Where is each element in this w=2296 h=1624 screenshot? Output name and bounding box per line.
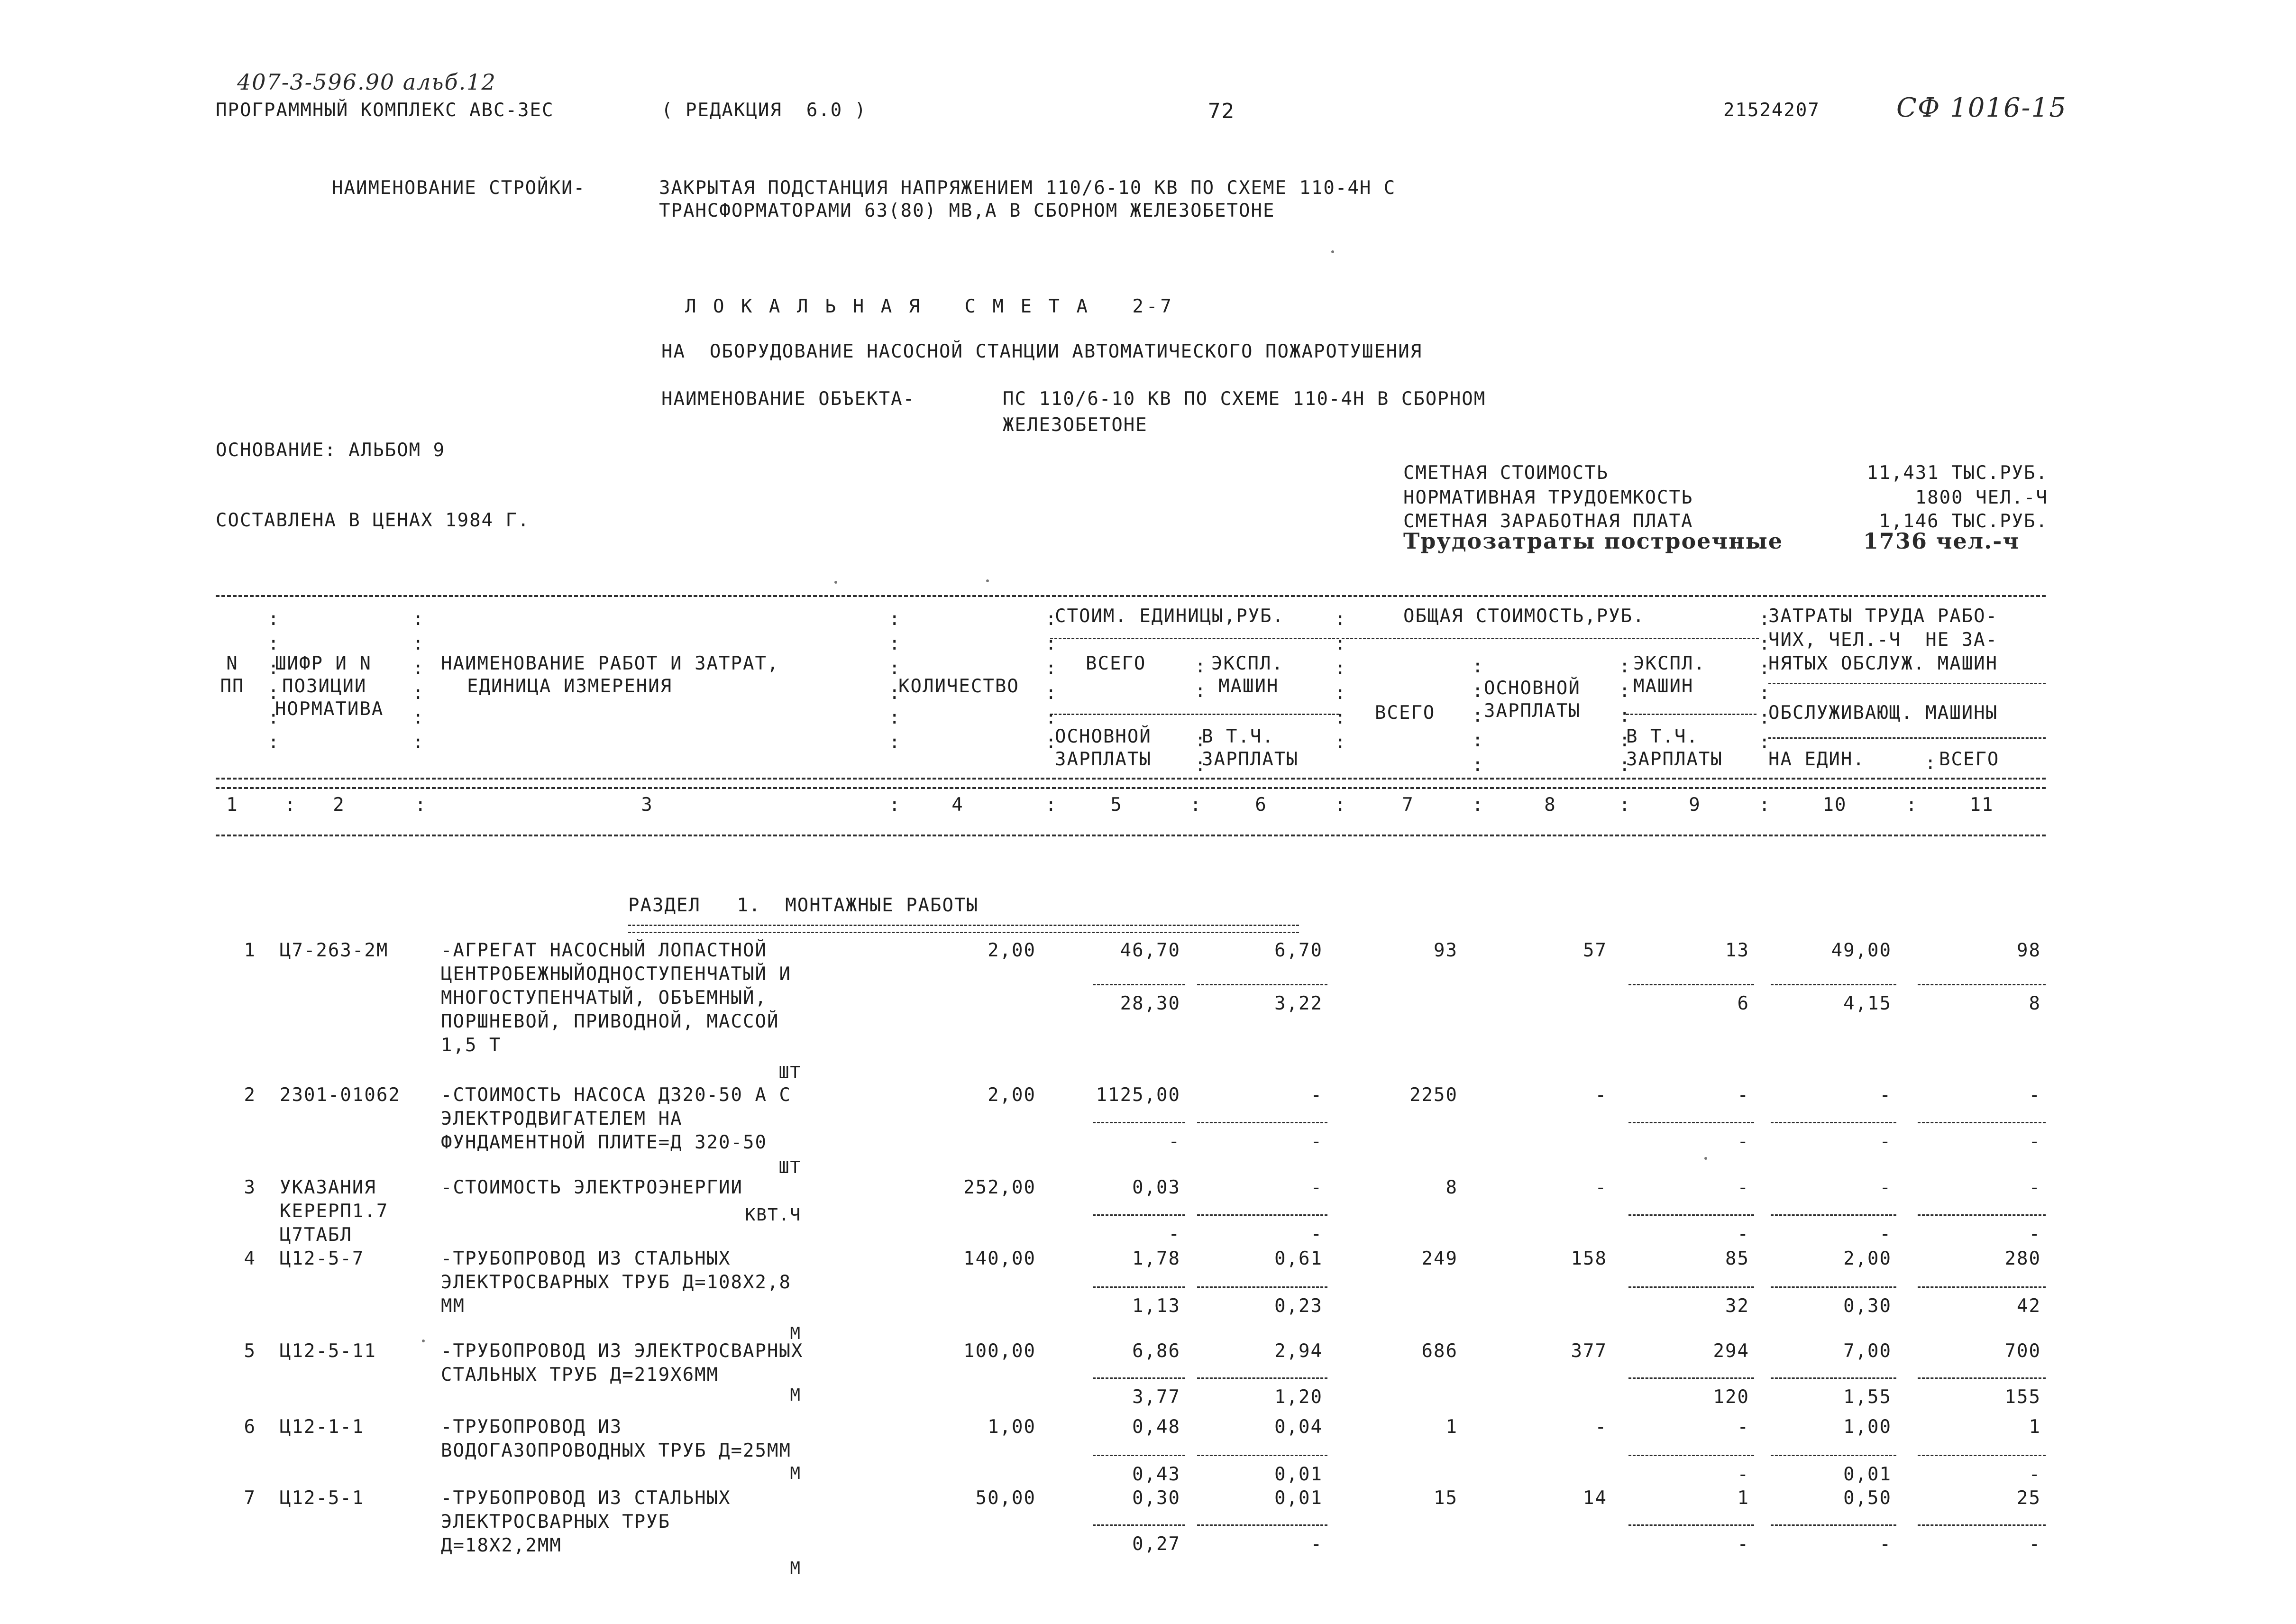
row-value-c5b: - <box>1168 1223 1180 1245</box>
row-value-c7: 1 <box>1445 1416 1458 1438</box>
column-number: 10 <box>1822 794 1847 816</box>
row-value-c6b: - <box>1310 1131 1323 1152</box>
row-value-c9b: 120 <box>1713 1386 1749 1408</box>
row-value-qty: 2,00 <box>988 1084 1036 1106</box>
row-number: 4 <box>244 1248 256 1269</box>
separator: : <box>1759 794 1771 816</box>
column-numbers-top-rule <box>216 787 2046 789</box>
row-value-c6b: 0,23 <box>1274 1295 1323 1317</box>
row-value-c10b: - <box>1879 1131 1892 1152</box>
column-number: 9 <box>1689 794 1701 816</box>
row-subrule <box>1093 1286 1185 1288</box>
row-value-c10b: 0,01 <box>1843 1464 1892 1485</box>
row-name: 1,5 Т <box>441 1035 502 1056</box>
header-total-all: ВСЕГО <box>1375 702 1436 724</box>
row-value-c5b: 3,77 <box>1132 1386 1180 1408</box>
doc-code: 407-3-596.90 альб.12 <box>237 69 496 95</box>
header-code: ПОЗИЦИИ <box>282 676 367 697</box>
project-line-2: ТРАНСФОРМАТОРАМИ 63(80) МВ,А В СБОРНОМ ЖЕЛЕЗОБЕТОНЕ <box>659 200 1275 221</box>
row-value-c6b: 3,22 <box>1274 993 1323 1014</box>
basis-text: ОСНОВАНИЕ: АЛЬБОМ 9 <box>216 440 446 461</box>
row-unit: КВТ.Ч <box>745 1205 801 1225</box>
row-subrule <box>1918 1286 2046 1288</box>
header-labor-service: ОБСЛУЖИВАЮЩ. МАШИНЫ <box>1768 702 1998 724</box>
scan-speck <box>1704 1157 1707 1160</box>
row-value-c11b: - <box>2029 1533 2041 1555</box>
row-value-qty: 50,00 <box>975 1487 1036 1509</box>
row-value-c8: 158 <box>1571 1248 1607 1269</box>
row-value-c11b: 42 <box>2017 1295 2041 1317</box>
header-total-mach: ЭКСПЛ. <box>1633 653 1706 674</box>
row-subrule <box>1197 1122 1327 1123</box>
row-subrule <box>1918 1214 2046 1216</box>
row-value-c5: 6,86 <box>1132 1340 1180 1362</box>
project-label: НАИМЕНОВАНИЕ СТРОЙКИ- <box>332 177 586 199</box>
column-numbers-bottom-rule <box>216 835 2046 836</box>
row-value-c6b: 1,20 <box>1274 1386 1323 1408</box>
header-labor-total: ВСЕГО <box>1939 749 2000 770</box>
summary-label: СМЕТНАЯ СТОИМОСТЬ <box>1403 462 1609 484</box>
row-value-qty: 140,00 <box>963 1248 1036 1269</box>
row-name: ВОДОГАЗОПРОВОДНЫХ ТРУБ Д=25ММ <box>441 1440 791 1461</box>
column-number: 8 <box>1544 794 1556 816</box>
row-value-c11b: 155 <box>2004 1386 2041 1408</box>
row-name: -ТРУБОПРОВОД ИЗ ЭЛЕКТРОСВАРНЫХ <box>441 1340 804 1362</box>
object-line-1: ПС 110/6-10 КВ ПО СХЕМЕ 110-4Н В СБОРНОМ <box>1003 388 1486 410</box>
row-subrule <box>1093 1377 1185 1379</box>
separator: : <box>1906 794 1918 816</box>
row-subrule <box>1628 984 1754 985</box>
row-value-c6: 0,01 <box>1274 1487 1323 1509</box>
row-subrule <box>1918 1455 2046 1456</box>
separator: : : : : <box>1195 656 1206 776</box>
prices-text: СОСТАВЛЕНА В ЦЕНАХ 1984 Г. <box>216 510 530 531</box>
row-subrule <box>1771 1122 1896 1123</box>
row-value-c5b: 28,30 <box>1120 993 1180 1014</box>
row-value-c10: 2,00 <box>1843 1248 1892 1269</box>
row-code: Ц12-5-11 <box>280 1340 376 1362</box>
row-unit: М <box>790 1385 801 1405</box>
header-unit-incl-wage: В Т.Ч. <box>1202 726 1274 747</box>
column-number: 3 <box>641 794 653 816</box>
row-subrule <box>1628 1524 1754 1526</box>
header-name: ЕДИНИЦА ИЗМЕРЕНИЯ <box>467 676 673 697</box>
header-unit-total: ВСЕГО <box>1086 653 1146 674</box>
row-subrule <box>1771 1286 1896 1288</box>
row-code: КЕРЕРП1.7 <box>280 1201 389 1222</box>
row-value-c10: 0,50 <box>1843 1487 1892 1509</box>
row-value-c6: - <box>1310 1177 1323 1198</box>
row-value-c9b: - <box>1737 1464 1749 1485</box>
row-name: ФУНДАМЕНТНОЙ ПЛИТЕ=Д 320-50 <box>441 1132 767 1153</box>
header-name: НАИМЕНОВАНИЕ РАБОТ И ЗАТРАТ, <box>441 653 779 674</box>
column-number: 2 <box>333 794 345 816</box>
row-value-c9b: - <box>1737 1533 1749 1555</box>
row-number: 7 <box>244 1487 256 1509</box>
row-code: Ц12-5-7 <box>280 1248 365 1269</box>
header-subrule <box>1050 638 1339 639</box>
row-value-c6b: - <box>1310 1223 1323 1245</box>
header-subrule <box>1626 714 1756 715</box>
row-value-c11: 700 <box>2004 1340 2041 1362</box>
row-name: -ТРУБОПРОВОД ИЗ <box>441 1416 622 1438</box>
header-labor-per-unit: НА ЕДИН. <box>1768 749 1865 770</box>
row-subrule <box>1771 1524 1896 1526</box>
header-labor: ЗАТРАТЫ ТРУДА РАБО- <box>1768 606 1998 627</box>
row-value-c5: 46,70 <box>1120 940 1180 961</box>
scan-speck <box>1331 250 1334 253</box>
row-value-c6: 0,04 <box>1274 1416 1323 1438</box>
header-num: ПП <box>220 676 245 697</box>
row-value-c5b: - <box>1168 1131 1180 1152</box>
row-subrule <box>1918 1524 2046 1526</box>
serial-number: 21524207 <box>1723 100 1820 121</box>
row-value-c7: 15 <box>1434 1487 1458 1509</box>
row-code: Ц7ТАБЛ <box>280 1224 352 1246</box>
row-value-c5: 0,03 <box>1132 1177 1180 1198</box>
row-subrule <box>1628 1455 1754 1456</box>
row-value-c11b: - <box>2029 1223 2041 1245</box>
row-value-c8: 14 <box>1583 1487 1607 1509</box>
row-value-c11: 25 <box>2017 1487 2041 1509</box>
object-line-2: ЖЕЛЕЗОБЕТОНЕ <box>1003 414 1148 436</box>
summary-label-handwritten: Трудозатраты построечные <box>1403 528 1784 554</box>
row-value-c6b: - <box>1310 1533 1323 1555</box>
row-name: ПОРШНЕВОЙ, ПРИВОДНОЙ, МАССОЙ <box>441 1011 779 1032</box>
row-value-c5b: 0,27 <box>1132 1533 1180 1555</box>
row-name: -ТРУБОПРОВОД ИЗ СТАЛЬНЫХ <box>441 1248 731 1269</box>
column-number: 6 <box>1255 794 1267 816</box>
header-unit-mach: ЭКСПЛ. <box>1211 653 1284 674</box>
section-title: РАЗДЕЛ 1. МОНТАЖНЫЕ РАБОТЫ <box>628 895 979 916</box>
row-value-c10b: 4,15 <box>1843 993 1892 1014</box>
header-total-incl-wage: ЗАРПЛАТЫ <box>1626 749 1723 770</box>
summary-label: СМЕТНАЯ ЗАРАБОТНАЯ ПЛАТА <box>1403 511 1693 532</box>
row-value-c7: 8 <box>1445 1177 1458 1198</box>
row-value-c9: - <box>1737 1416 1749 1438</box>
row-value-c5b: 0,43 <box>1132 1464 1180 1485</box>
row-value-c9: - <box>1737 1084 1749 1106</box>
row-subrule <box>1918 984 2046 985</box>
row-value-c10: 49,00 <box>1831 940 1892 961</box>
row-value-qty: 1,00 <box>988 1416 1036 1438</box>
row-value-c10: 1,00 <box>1843 1416 1892 1438</box>
row-value-c8: 377 <box>1571 1340 1607 1362</box>
row-value-c11b: - <box>2029 1464 2041 1485</box>
column-number: 7 <box>1402 794 1414 816</box>
row-subrule <box>1918 1122 2046 1123</box>
row-value-c6: 0,61 <box>1274 1248 1323 1269</box>
row-value-c10: - <box>1879 1084 1892 1106</box>
row-value-c5: 0,48 <box>1132 1416 1180 1438</box>
header-total-base-wage: ЗАРПЛАТЫ <box>1484 700 1581 722</box>
header-total-base-wage: ОСНОВНОЙ <box>1484 678 1581 699</box>
row-name: МНОГОСТУПЕНЧАТЫЙ, ОБЪЕМНЫЙ, <box>441 987 767 1009</box>
row-number: 6 <box>244 1416 256 1438</box>
project-line-1: ЗАКРЫТАЯ ПОДСТАНЦИЯ НАПРЯЖЕНИЕМ 110/6-10 КВ ПО СХЕМЕ 110-4Н С <box>659 177 1396 199</box>
row-subrule <box>1628 1377 1754 1379</box>
header-subrule <box>1768 683 2046 684</box>
section-underline <box>628 925 1299 933</box>
header-total-mach: МАШИН <box>1633 676 1694 697</box>
row-subrule <box>1628 1286 1754 1288</box>
row-value-c9b: 32 <box>1725 1295 1749 1317</box>
row-code: Ц7-263-2М <box>280 940 389 961</box>
row-value-qty: 2,00 <box>988 940 1036 961</box>
row-value-c9b: - <box>1737 1223 1749 1245</box>
row-name: ЭЛЕКТРОДВИГАТЕЛЕМ НА <box>441 1108 683 1129</box>
row-number: 3 <box>244 1177 256 1198</box>
row-value-c7: 686 <box>1421 1340 1458 1362</box>
row-value-c7: 249 <box>1421 1248 1458 1269</box>
row-value-c11: - <box>2029 1084 2041 1106</box>
row-number: 2 <box>244 1084 256 1106</box>
row-code: Ц12-1-1 <box>280 1416 365 1438</box>
row-name: -АГРЕГАТ НАСОСНЫЙ ЛОПАСТНОЙ <box>441 940 767 961</box>
row-number: 1 <box>244 940 256 961</box>
row-value-c9b: 6 <box>1737 993 1749 1014</box>
row-name: -ТРУБОПРОВОД ИЗ СТАЛЬНЫХ <box>441 1487 731 1509</box>
header-num: N <box>226 653 238 674</box>
column-number-separators: : <box>284 794 296 816</box>
row-unit: М <box>790 1559 801 1578</box>
table-top-rule <box>216 595 2046 597</box>
summary-value-handwritten: 1736 чел.-ч <box>1863 528 2020 554</box>
row-subrule <box>1093 1122 1185 1123</box>
handwritten-stamp: СФ 1016-15 <box>1896 92 2067 123</box>
row-value-c11: 1 <box>2029 1416 2041 1438</box>
separator: : <box>1335 794 1347 816</box>
header-unit-cost: СТОИМ. ЕДИНИЦЫ,РУБ. <box>1055 606 1285 627</box>
separator: : : : : : : <box>1045 608 1057 753</box>
row-subrule <box>1918 1377 2046 1379</box>
header-labor: НЯТЫХ ОБСЛУЖ. МАШИН <box>1768 653 1998 674</box>
separator: : : : : : : <box>889 608 900 753</box>
separator: : <box>889 794 901 816</box>
row-subrule <box>1197 1214 1327 1216</box>
row-value-c8: - <box>1595 1084 1607 1106</box>
header-total-cost: ОБЩАЯ СТОИМОСТЬ,РУБ. <box>1403 606 1645 627</box>
header-labor: ЧИХ, ЧЕЛ.-Ч НЕ ЗА- <box>1768 629 1998 651</box>
row-value-c11: - <box>2029 1177 2041 1198</box>
row-value-c10: 7,00 <box>1843 1340 1892 1362</box>
row-unit: М <box>790 1464 801 1483</box>
row-unit: ШТ <box>778 1158 801 1177</box>
summary-value: 1800 ЧЕЛ.-Ч <box>1915 487 2048 508</box>
row-value-c9: - <box>1737 1177 1749 1198</box>
row-value-c8: - <box>1595 1416 1607 1438</box>
row-value-c11b: - <box>2029 1131 2041 1152</box>
column-number: 4 <box>951 794 964 816</box>
header-unit-base-wage: ОСНОВНОЙ <box>1055 726 1152 747</box>
row-subrule <box>1093 984 1185 985</box>
row-subrule <box>1093 1524 1185 1526</box>
row-subrule <box>1771 1377 1896 1379</box>
row-value-c9: 294 <box>1713 1340 1749 1362</box>
row-value-c11: 280 <box>2004 1248 2041 1269</box>
row-name: -СТОИМОСТЬ ЭЛЕКТРОЭНЕРГИИ <box>441 1177 743 1198</box>
scan-speck <box>422 1340 425 1342</box>
separator: : : : : : <box>1619 656 1630 776</box>
row-value-c11: 98 <box>2017 940 2041 961</box>
row-value-c8: 57 <box>1583 940 1607 961</box>
scan-speck <box>986 579 989 582</box>
row-subrule <box>1197 1524 1327 1526</box>
row-name: ММ <box>441 1295 465 1317</box>
scan-speck <box>834 581 837 584</box>
summary-label: НОРМАТИВНАЯ ТРУДОЕМКОСТЬ <box>1403 487 1693 508</box>
row-value-c10b: - <box>1879 1533 1892 1555</box>
row-value-c10b: 1,55 <box>1843 1386 1892 1408</box>
column-number: 1 <box>226 794 238 816</box>
separator: : : : : : <box>1472 656 1483 776</box>
row-subrule <box>1093 1214 1185 1216</box>
row-value-c5: 0,30 <box>1132 1487 1180 1509</box>
header-unit-base-wage: ЗАРПЛАТЫ <box>1055 749 1152 770</box>
row-value-c10b: 0,30 <box>1843 1295 1892 1317</box>
column-number: 11 <box>1969 794 1994 816</box>
program-name: ПРОГРАММНЫЙ КОМПЛЕКС АВС-3ЕС <box>216 100 554 121</box>
row-unit: М <box>790 1324 801 1343</box>
header-code: НОРМАТИВА <box>275 698 384 720</box>
header-unit-mach: МАШИН <box>1218 676 1279 697</box>
row-value-c6: 6,70 <box>1274 940 1323 961</box>
row-subrule <box>1628 1122 1754 1123</box>
object-label: НАИМЕНОВАНИЕ ОБЪЕКТА- <box>661 388 915 410</box>
separator: : : : : : : <box>1759 608 1770 753</box>
row-subrule <box>1771 984 1896 985</box>
row-subrule <box>1093 1455 1185 1456</box>
row-subrule <box>1197 984 1327 985</box>
estimate-subtitle: НА ОБОРУДОВАНИЕ НАСОСНОЙ СТАНЦИИ АВТОМАТИЧЕСКОГО ПОЖАРОТУШЕНИЯ <box>661 341 1423 362</box>
separator: : <box>1190 794 1202 816</box>
row-value-qty: 252,00 <box>963 1177 1036 1198</box>
row-name: ЦЕНТРОБЕЖНЫЙОДНОСТУПЕНЧАТЫЙ И <box>441 963 791 985</box>
summary-value: 1,146 ТЫС.РУБ. <box>1879 511 2048 532</box>
row-code: Ц12-5-1 <box>280 1487 365 1509</box>
header-unit-incl-wage: ЗАРПЛАТЫ <box>1202 749 1299 770</box>
row-name: СТАЛЬНЫХ ТРУБ Д=219Х6ММ <box>441 1364 719 1385</box>
row-name: ЭЛЕКТРОСВАРНЫХ ТРУБ <box>441 1511 671 1532</box>
row-name: -СТОИМОСТЬ НАСОСА Д320-50 А С <box>441 1084 791 1106</box>
edition: ( РЕДАКЦИЯ 6.0 ) <box>661 100 867 121</box>
row-value-c5b: 1,13 <box>1132 1295 1180 1317</box>
row-value-c10: - <box>1879 1177 1892 1198</box>
row-subrule <box>1771 1455 1896 1456</box>
row-value-c5: 1125,00 <box>1096 1084 1180 1106</box>
row-value-c7: 2250 <box>1409 1084 1458 1106</box>
row-number: 5 <box>244 1340 256 1362</box>
header-subrule <box>1342 638 1759 639</box>
row-value-c6b: 0,01 <box>1274 1464 1323 1485</box>
separator: : <box>1472 794 1484 816</box>
header-qty: КОЛИЧЕСТВО <box>898 676 1019 697</box>
separator: : <box>1045 794 1058 816</box>
row-value-c9b: - <box>1737 1131 1749 1152</box>
row-value-c9: 85 <box>1725 1248 1749 1269</box>
separator: : : : : : : <box>268 608 279 753</box>
row-unit: ШТ <box>778 1063 801 1083</box>
row-subrule <box>1197 1455 1327 1456</box>
header-subrule <box>1768 737 2046 739</box>
separator: : : : : : : <box>1335 608 1346 753</box>
row-code: УКАЗАНИЯ <box>280 1177 376 1198</box>
row-subrule <box>1197 1286 1327 1288</box>
separator: : <box>415 794 427 816</box>
summary-value: 11,431 ТЫС.РУБ. <box>1866 462 2048 484</box>
row-value-c9: 1 <box>1737 1487 1749 1509</box>
row-value-c10b: - <box>1879 1223 1892 1245</box>
row-value-c8: - <box>1595 1177 1607 1198</box>
header-code: ШИФР И N <box>275 653 372 674</box>
header-total-incl-wage: В Т.Ч. <box>1626 726 1699 747</box>
estimate-title: Л О К А Л Ь Н А Я С М Е Т А 2-7 <box>685 296 1174 317</box>
row-subrule <box>1197 1377 1327 1379</box>
row-value-c5: 1,78 <box>1132 1248 1180 1269</box>
row-value-qty: 100,00 <box>963 1340 1036 1362</box>
row-value-c6: - <box>1310 1084 1323 1106</box>
row-subrule <box>1771 1214 1896 1216</box>
row-value-c6: 2,94 <box>1274 1340 1323 1362</box>
page-number: 72 <box>1208 99 1235 123</box>
separator: : <box>1619 794 1631 816</box>
row-name: ЭЛЕКТРОСВАРНЫХ ТРУБ Д=108Х2,8 <box>441 1272 791 1293</box>
header-bottom-rule <box>216 778 2046 780</box>
row-subrule <box>1628 1214 1754 1216</box>
row-value-c9: 13 <box>1725 940 1749 961</box>
row-value-c7: 93 <box>1434 940 1458 961</box>
column-number: 5 <box>1110 794 1123 816</box>
row-code: 2301-01062 <box>280 1084 401 1106</box>
row-name: Д=18Х2,2ММ <box>441 1535 562 1556</box>
separator: : <box>1925 752 1936 774</box>
row-value-c11b: 8 <box>2029 993 2041 1014</box>
separator: : : : : : : <box>412 608 424 753</box>
